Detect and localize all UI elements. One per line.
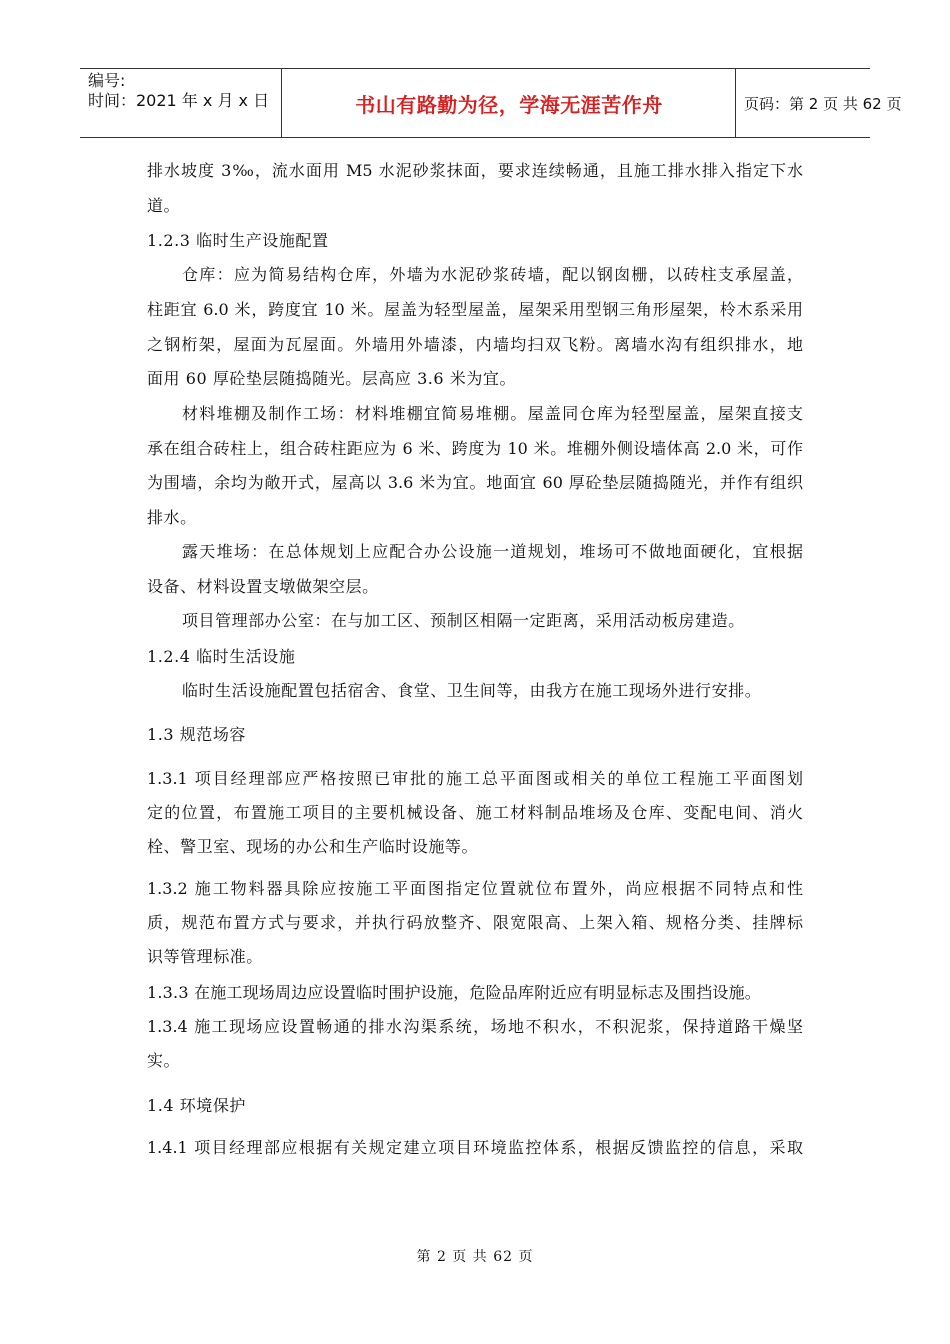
body-line: 实。 — [147, 1051, 181, 1070]
header-motto-cell — [282, 69, 736, 137]
header-page-code: 页码：第 2 页 共 62 页 — [744, 94, 902, 113]
body-line: 1.3.4 施工现场应设置畅通的排水沟渠系统，场地不积水，不积泥浆，保持道路干燥坚 — [147, 1017, 803, 1036]
section-heading: 1.4 环境保护 — [147, 1096, 246, 1115]
body-line: 排水。 — [147, 508, 197, 527]
body-line: 1.4.1 项目经理部应根据有关规定建立项目环境监控体系，根据反馈监控的信息，采取 — [147, 1138, 803, 1157]
body-line: 项目管理部办公室：在与加工区、预制区相隔一定距离，采用活动板房建造。 — [182, 611, 745, 630]
document-time-label: 时间：2021 年 x 月 x 日 — [88, 91, 270, 110]
body-line: 1.3.1 项目经理部应严格按照已审批的施工总平面图或相关的单位工程施工平面图划 — [147, 769, 803, 788]
header-motto: 书山有路勤为径，学海无涯苦作舟 — [355, 92, 663, 117]
body-line: 仓库：应为简易结构仓库，外墙为水泥砂浆砖墙，配以钢囱栅，以砖柱支承屋盖， — [182, 265, 803, 284]
body-line: 定的位置，布置施工项目的主要机械设备、施工材料制品堆场及仓库、变配电间、消火 — [147, 803, 803, 822]
body-line: 之钢桁架，屋面为瓦屋面。外墙用外墙漆，内墙均扫双飞粉。离墙水沟有组织排水，地 — [147, 335, 803, 354]
header-page-cell — [736, 69, 902, 137]
body-line: 栓、警卫室、现场的办公和生产临时设施等。 — [147, 837, 479, 856]
body-line: 道。 — [147, 196, 181, 215]
body-line: 柱距宜 6.0 米，跨度宜 10 米。屋盖为轻型屋盖，屋架采用型钢三角形屋架，柃木系采用 — [147, 300, 803, 319]
body-line: 排水坡度 3‰，流水面用 M5 水泥砂浆抹面，要求连续畅通，且施工排水排入指定下水 — [147, 161, 803, 180]
section-heading: 1.2.4 临时生活设施 — [147, 647, 296, 666]
body-line: 1.3.3 在施工现场周边应设置临时围护设施，危险品库附近应有明显标志及围挡设施。 — [147, 983, 761, 1002]
body-line: 面用 60 厚砼垫层随捣随光。层高应 3.6 米为宜。 — [147, 369, 516, 388]
document-number-label: 编号: — [88, 71, 126, 90]
body-line: 识等管理标准。 — [147, 947, 263, 966]
body-line: 为围墙，余均为敞开式，屋高以 3.6 米为宜。地面宜 60 厚砼垫层随捣随光，并作有组织 — [147, 473, 803, 492]
body-line: 1.3.2 施工物料器具除应按施工平面图指定位置就位布置外，尚应根据不同特点和性 — [147, 879, 803, 898]
section-heading: 1.2.3 临时生产设施配置 — [147, 231, 329, 250]
body-line: 材料堆棚及制作工场：材料堆棚宜简易堆棚。屋盖同仓库为轻型屋盖，屋架直接支 — [182, 404, 803, 423]
header-info-cell — [80, 69, 282, 137]
section-heading: 1.3 规范场容 — [147, 725, 246, 744]
body-line: 露天堆场：在总体规划上应配合办公设施一道规划，堆场可不做地面硬化，宜根据 — [182, 542, 803, 561]
body-line: 设备、材料设置支墩做架空层。 — [147, 577, 379, 596]
page-footer: 第 2 页 共 62 页 — [416, 1249, 534, 1265]
body-line: 承在组合砖柱上，组合砖柱距应为 6 米、跨度为 10 米。堆棚外侧设墙体高 2.0 米，可作 — [147, 439, 803, 458]
body-line: 临时生活设施配置包括宿舍、食堂、卫生间等，由我方在施工现场外进行安排。 — [182, 681, 762, 700]
page-header — [80, 68, 902, 138]
body-line: 质，规范布置方式与要求，并执行码放整齐、限宽限高、上架入箱、规格分类、挂牌标 — [147, 913, 803, 932]
